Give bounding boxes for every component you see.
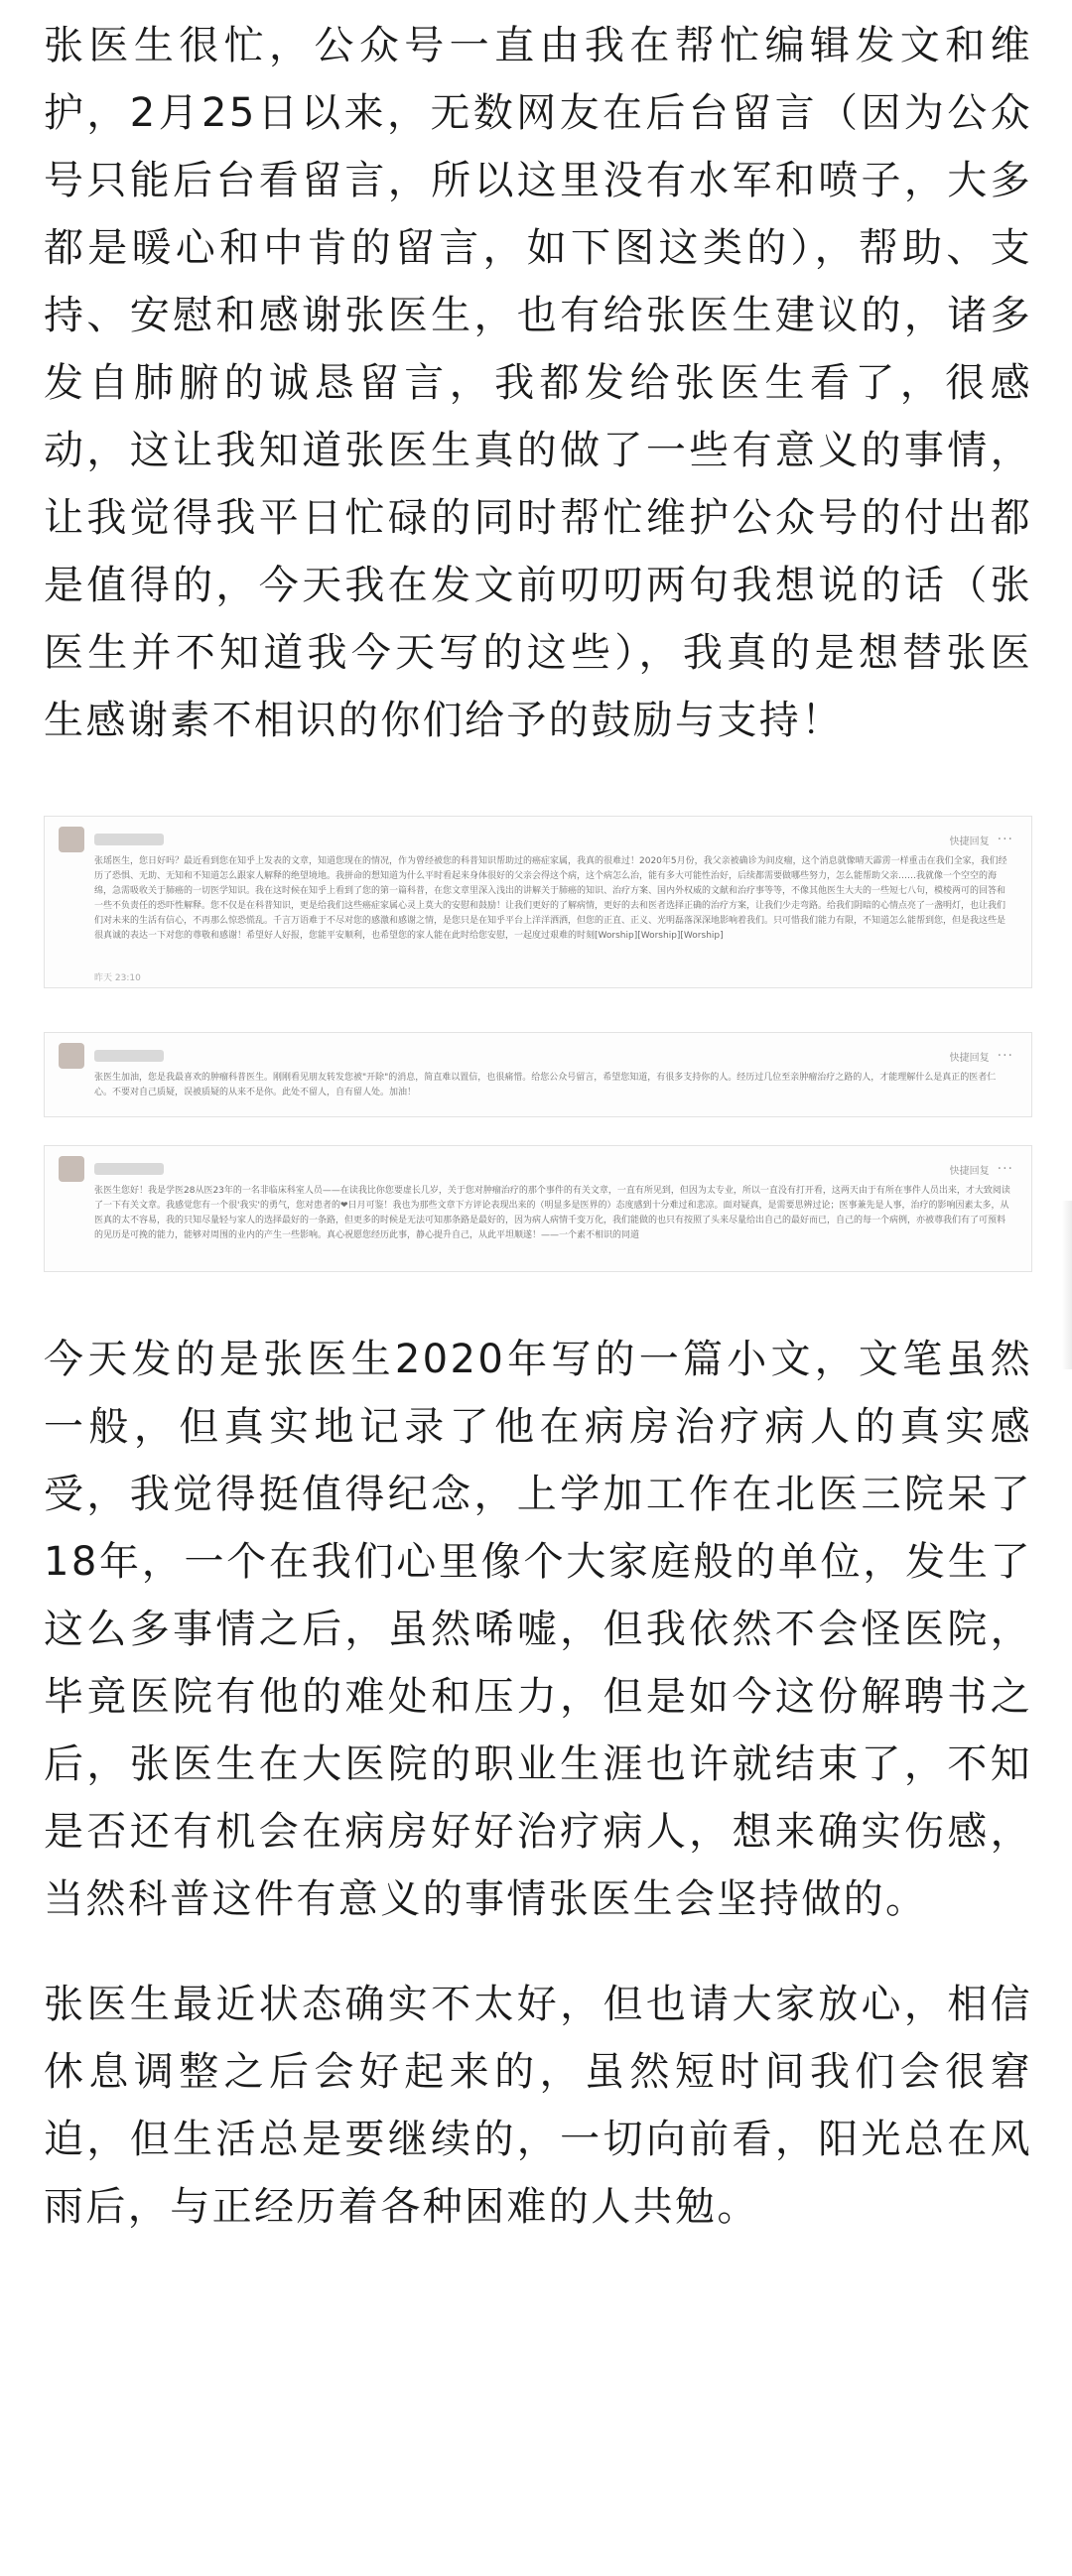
comment-header bbox=[59, 1043, 1013, 1069]
comment-text: 张医生加油，您是我最喜欢的肿瘤科普医生。刚刚看见朋友转发您被"开除"的消息，简直难以置信，也很痛惜。给您公众号留言，希望您知道，有很多支持你的人。经历过几位至亲肿瘤治疗之路的人，才能理解什么是真正的医者仁心。不要对自己质疑，误被质疑的从来不是你。此处不留人，自有留人处。加油！ bbox=[94, 1073, 997, 1097]
avatar bbox=[59, 827, 84, 852]
comment-screenshots bbox=[44, 816, 1032, 1272]
comment-header bbox=[59, 827, 1013, 852]
quick-reply-link[interactable]: 快捷回复 bbox=[949, 1165, 990, 1177]
comment-time: 昨天 23:10 bbox=[94, 973, 141, 983]
article-paragraph: 张医生很忙，公众号一直由我在帮忙编辑发文和维护，2月25日以来，无数网友在后台留言（因为公众号只能后台看留言，所以这里没有水军和喷子，大多都是暖心和中肯的留言，如下图这类的），帮助、支持、安慰和感谢张医生，也有给张医生建议的，诸多发自肺腑的诚恳留言，我都发给张医生看了，很感动，这让我知道张医生真的做了一些有意义的事情，让我觉得我平日忙碌的同时帮忙维护公众号的付出都是值得的，今天我在发文前叨叨两句我想说的话（张医生并不知道我今天写的这些），我真的是想替张医生感谢素不相识的你们给予的鼓励与支持！ bbox=[44, 23, 1032, 743]
comment-card bbox=[44, 816, 1032, 988]
more-icon[interactable]: ··· bbox=[997, 1161, 1013, 1177]
page-edge-shadow bbox=[1062, 1201, 1072, 1369]
more-icon[interactable]: ··· bbox=[997, 832, 1013, 847]
avatar bbox=[59, 1043, 84, 1069]
article-paragraph: 张医生最近状态确实不太好，但也请大家放心，相信休息调整之后会好起来的，虽然短时间我们会很窘迫，但生活总是要继续的，一切向前看，阳光总在风雨后，与正经历着各种困难的人共勉。 bbox=[44, 1982, 1032, 2230]
avatar bbox=[59, 1156, 84, 1182]
comment-text: 张医生您好！我是学医28从医23年的一名非临床科室人员——在读我比你您要虚长几岁，关于您对肿瘤治疗的那个事件的有关文章，一直有所见到，但因为太专业，所以一直没有打开看，这两天由于有所在事件人员出来，才大致阅读了一下有关文章。我感觉您有一个很'我实'的勇气，您对患者的❤日月可鉴！我也为那些文章下方评论表现出来的（明显多是医界的）态度感到十分难过和悲凉。面对疑真，是需要思辨过论；医事兼先是人事，治疗的影响因素太多，从医真的太不容易，我的只知尽量轻与家人的选择最好的一条路，但更多的时候是无法可知那条路是最好的，因为病人病情千变万化，我们能做的也只有按照了头来尽量给出自己的最好而已，自己的每一个病例，亦被尊我们有了可预料的见历是可挽的能力，能够对周围的业内的产生一些影响。真心祝愿您经历此事，静心提升自己，从此平坦顺遂！——一个素不相识的同道 bbox=[94, 1186, 1010, 1240]
more-icon[interactable]: ··· bbox=[997, 1048, 1013, 1064]
blurred-nickname bbox=[94, 1050, 164, 1062]
blurred-nickname bbox=[94, 834, 164, 845]
quick-reply-link[interactable]: 快捷回复 bbox=[949, 1052, 990, 1064]
comment-card bbox=[44, 1145, 1032, 1272]
quick-reply-link[interactable]: 快捷回复 bbox=[949, 836, 990, 847]
blurred-nickname bbox=[94, 1163, 164, 1175]
comment-card bbox=[44, 1032, 1032, 1117]
article-body bbox=[44, 0, 1032, 2241]
comment-header bbox=[59, 1156, 1013, 1182]
article-paragraph: 今天发的是张医生2020年写的一篇小文，文笔虽然一般，但真实地记录了他在病房治疗病人的真实感受，我觉得挺值得纪念，上学加工作在北医三院呆了18年，一个在我们心里像个大家庭般的单位，发生了这么多事情之后，虽然唏嘘，但我依然不会怪医院，毕竟医院有他的难处和压力，但是如今这份解聘书之后，张医生在大医院的职业生涯也许就结束了，不知是否还有机会在病房好好治疗病人，想来确实伤感，当然科普这件有意义的事情张医生会坚持做的。 bbox=[44, 1337, 1032, 1922]
comment-text: 张瑶医生，您日好吗？最近看到您在知乎上发表的文章，知道您现在的情况，作为曾经被您的科普知识帮助过的癌症家属，我真的很难过！2020年5月份，我父亲被确诊为间皮瘤，这个消息就像晴天霹雳一样重击在我们全家，我们经历了恐惧、无助、无知和不知道怎么跟家人解释的绝望境地。我拼命的想知道为什么平时看起来身体很好的父亲会得这个病，这个病怎么治，能有多大可能性治好，后续都需要做哪些努力，怎么能帮助父亲……我就像一个空空的海绵，急需吸收关于肺癌的一切医学知识。我在这时候在知乎上看到了您的第一篇科普，在您文章里深入浅出的讲解关于肺癌的知识、治疗方案、国内外权威的文献和治疗事等等，不像其他医生大夫的一些短七八句，模棱两可的回答和一些不负责任的恐吓性解释。您不仅是在科普知识，更是给我们这些癌症家属心灵上莫大的安慰和鼓励！让我们更好的了解病情，更好的去和医者选择正确的治疗方案，让我们少走弯路。给我们阴暗的心情点亮了一盏明灯，也让我们们对未来的生活有信心，不再那么惊恐慌乱。千言万语难于不尽对您的感激和感谢之情，是您只是在知乎平台上洋洋洒洒，但您的正直、正义、光明磊落深深地影响着我们。只可惜我们能力有限，不知道怎么能帮到您，但是我这些是很真诚的表达一下对您的尊敬和感谢！希望好人好报，您能平安顺利，也希望您的家人能在此时给您安慰，一起度过艰难的时刻[Worship][Worship][Worship] bbox=[94, 856, 1007, 941]
